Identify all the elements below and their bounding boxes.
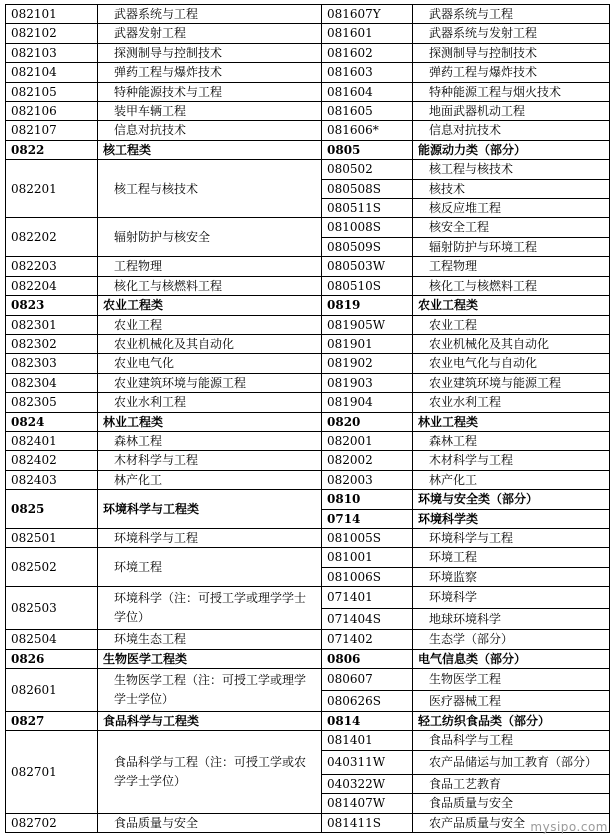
new-name-cell: 环境生态工程: [98, 630, 322, 649]
category-row: [6, 412, 610, 431]
old-name-cell: 农业建筑环境与能源工程: [413, 373, 610, 392]
old-name-cell: 环境监察: [413, 567, 610, 586]
old-name-cell: 环境科学类: [413, 509, 610, 528]
old-name-cell: 食品工艺教育: [413, 774, 610, 793]
old-code-cell: 0810: [322, 490, 413, 509]
new-name-cell: 武器系统与工程: [98, 5, 322, 24]
new-code-cell: 082501: [6, 528, 98, 547]
new-name-cell: 木材科学与工程: [98, 451, 322, 470]
new-name-cell: 核化工与核燃料工程: [98, 276, 322, 295]
new-code-cell: 082201: [6, 160, 98, 218]
new-code-cell: 082503: [6, 587, 98, 630]
old-name-cell: 食品科学与工程: [413, 731, 610, 750]
old-name-cell: 农业机械化及其自动化: [413, 334, 610, 353]
old-code-cell: 0819: [322, 296, 413, 315]
new-code-cell: 082203: [6, 257, 98, 276]
table-row: [6, 587, 610, 609]
new-name-cell: 弹药工程与爆炸技术: [98, 63, 322, 82]
new-name-cell: 食品科学与工程类: [98, 712, 322, 731]
old-code-cell: 080509S: [322, 237, 413, 256]
category-row: [6, 490, 610, 509]
table-row: [6, 470, 610, 489]
old-code-cell: 081008S: [322, 218, 413, 237]
table-row: [6, 630, 610, 649]
old-name-cell: 生物医学工程: [413, 669, 610, 691]
major-mapping-table: [5, 4, 610, 833]
new-code-cell: 082303: [6, 354, 98, 373]
new-name-cell: 生物医学工程（注：可授工学或理学学士学位）: [98, 669, 322, 712]
old-name-cell: 核反应堆工程: [413, 199, 610, 218]
old-name-cell: 农业工程: [413, 315, 610, 334]
table-row: [6, 218, 610, 237]
old-name-cell: 林业工程类: [413, 412, 610, 431]
new-code-cell: 082204: [6, 276, 98, 295]
old-name-cell: 弹药工程与爆炸技术: [413, 63, 610, 82]
new-code-cell: 0827: [6, 712, 98, 731]
new-code-cell: 0824: [6, 412, 98, 431]
old-name-cell: 地球环境科学: [413, 608, 610, 630]
old-name-cell: 武器系统与工程: [413, 5, 610, 24]
table-row: [6, 451, 610, 470]
old-name-cell: 探测制导与控制技术: [413, 43, 610, 62]
new-code-cell: 082102: [6, 24, 98, 43]
new-code-cell: 0822: [6, 140, 98, 159]
old-code-cell: 081902: [322, 354, 413, 373]
old-code-cell: 081901: [322, 334, 413, 353]
old-code-cell: 081607Y: [322, 5, 413, 24]
old-name-cell: 核化工与核燃料工程: [413, 276, 610, 295]
new-name-cell: 装甲车辆工程: [98, 102, 322, 121]
new-code-cell: 082105: [6, 82, 98, 101]
old-name-cell: 信息对抗技术: [413, 121, 610, 140]
new-name-cell: 工程物理: [98, 257, 322, 276]
old-code-cell: 081401: [322, 731, 413, 750]
table-row: [6, 354, 610, 373]
old-name-cell: 武器系统与发射工程: [413, 24, 610, 43]
new-code-cell: 082301: [6, 315, 98, 334]
old-name-cell: 医疗器械工程: [413, 690, 610, 712]
new-code-cell: 082403: [6, 470, 98, 489]
old-code-cell: 081606*: [322, 121, 413, 140]
table-row: [6, 393, 610, 412]
old-code-cell: 0714: [322, 509, 413, 528]
table-row: [6, 43, 610, 62]
table-row: [6, 257, 610, 276]
old-code-cell: 040311W: [322, 750, 413, 774]
old-code-cell: 080510S: [322, 276, 413, 295]
new-name-cell: 核工程与核技术: [98, 160, 322, 218]
table-row: [6, 102, 610, 121]
old-code-cell: 071401: [322, 587, 413, 609]
old-name-cell: 环境工程: [413, 548, 610, 567]
old-code-cell: 080508S: [322, 179, 413, 198]
new-name-cell: 环境科学与工程类: [98, 490, 322, 529]
old-code-cell: 081905W: [322, 315, 413, 334]
old-name-cell: 轻工纺织食品类（部分）: [413, 712, 610, 731]
category-row: [6, 296, 610, 315]
new-name-cell: 森林工程: [98, 431, 322, 450]
old-code-cell: 040322W: [322, 774, 413, 793]
table-row: [6, 334, 610, 353]
new-code-cell: 082402: [6, 451, 98, 470]
new-name-cell: 林业工程类: [98, 412, 322, 431]
old-code-cell: 081001: [322, 548, 413, 567]
table-row: [6, 276, 610, 295]
old-code-cell: 081603: [322, 63, 413, 82]
old-name-cell: 辐射防护与环境工程: [413, 237, 610, 256]
new-code-cell: 082504: [6, 630, 98, 649]
new-name-cell: 食品质量与安全: [98, 813, 322, 832]
old-code-cell: 080503W: [322, 257, 413, 276]
new-name-cell: 信息对抗技术: [98, 121, 322, 140]
new-name-cell: 农业建筑环境与能源工程: [98, 373, 322, 392]
old-code-cell: 081604: [322, 82, 413, 101]
old-code-cell: 081005S: [322, 528, 413, 547]
new-name-cell: 环境科学与工程: [98, 528, 322, 547]
old-code-cell: 082001: [322, 431, 413, 450]
old-code-cell: 082003: [322, 470, 413, 489]
new-code-cell: 082401: [6, 431, 98, 450]
table-row: [6, 82, 610, 101]
new-name-cell: 生物医学工程类: [98, 649, 322, 668]
table-row: [6, 669, 610, 691]
old-code-cell: 082002: [322, 451, 413, 470]
new-code-cell: 082302: [6, 334, 98, 353]
old-name-cell: 农业水利工程: [413, 393, 610, 412]
new-code-cell: 082101: [6, 5, 98, 24]
new-name-cell: 武器发射工程: [98, 24, 322, 43]
new-code-cell: 082701: [6, 731, 98, 813]
old-name-cell: 农产品质量与安全: [413, 813, 610, 832]
new-code-cell: 082104: [6, 63, 98, 82]
old-name-cell: 农产品储运与加工教育（部分）: [413, 750, 610, 774]
new-code-cell: 082202: [6, 218, 98, 257]
old-name-cell: 环境科学: [413, 587, 610, 609]
new-code-cell: 0826: [6, 649, 98, 668]
old-name-cell: 农业工程类: [413, 296, 610, 315]
old-code-cell: 081006S: [322, 567, 413, 586]
old-name-cell: 工程物理: [413, 257, 610, 276]
old-name-cell: 特种能源工程与烟火技术: [413, 82, 610, 101]
old-name-cell: 农业电气化与自动化: [413, 354, 610, 373]
old-code-cell: 071402: [322, 630, 413, 649]
old-name-cell: 生态学（部分）: [413, 630, 610, 649]
old-code-cell: 081903: [322, 373, 413, 392]
old-name-cell: 环境与安全类（部分）: [413, 490, 610, 509]
new-code-cell: 0825: [6, 490, 98, 529]
old-name-cell: 地面武器机动工程: [413, 102, 610, 121]
old-code-cell: 081411S: [322, 813, 413, 832]
old-name-cell: 能源动力类（部分）: [413, 140, 610, 159]
table-row: [6, 548, 610, 567]
new-code-cell: 082106: [6, 102, 98, 121]
category-row: [6, 140, 610, 159]
old-code-cell: 080626S: [322, 690, 413, 712]
old-code-cell: 081601: [322, 24, 413, 43]
new-code-cell: 082107: [6, 121, 98, 140]
new-name-cell: 探测制导与控制技术: [98, 43, 322, 62]
old-code-cell: 0820: [322, 412, 413, 431]
old-name-cell: 核工程与核技术: [413, 160, 610, 179]
new-name-cell: 农业机械化及其自动化: [98, 334, 322, 353]
old-code-cell: 081605: [322, 102, 413, 121]
table-row: [6, 731, 610, 750]
table-row: [6, 373, 610, 392]
new-name-cell: 农业工程类: [98, 296, 322, 315]
new-code-cell: 082502: [6, 548, 98, 587]
table-row: [6, 24, 610, 43]
new-name-cell: 辐射防护与核安全: [98, 218, 322, 257]
old-code-cell: 080607: [322, 669, 413, 691]
table-row: [6, 315, 610, 334]
new-name-cell: 农业工程: [98, 315, 322, 334]
new-code-cell: 082103: [6, 43, 98, 62]
new-name-cell: 农业水利工程: [98, 393, 322, 412]
old-code-cell: 080502: [322, 160, 413, 179]
old-name-cell: 环境科学与工程: [413, 528, 610, 547]
new-name-cell: 环境科学（注：可授工学或理学学士学位）: [98, 587, 322, 630]
new-code-cell: 082702: [6, 813, 98, 832]
new-name-cell: 环境工程: [98, 548, 322, 587]
table-row: [6, 528, 610, 547]
table-row: [6, 63, 610, 82]
old-code-cell: 081602: [322, 43, 413, 62]
table-row: [6, 121, 610, 140]
old-name-cell: 森林工程: [413, 431, 610, 450]
old-name-cell: 电气信息类（部分）: [413, 649, 610, 668]
old-name-cell: 核安全工程: [413, 218, 610, 237]
table-body: [6, 5, 610, 833]
old-code-cell: 080511S: [322, 199, 413, 218]
old-code-cell: 0805: [322, 140, 413, 159]
old-name-cell: 木材科学与工程: [413, 451, 610, 470]
old-name-cell: 核技术: [413, 179, 610, 198]
old-code-cell: 081904: [322, 393, 413, 412]
table-row: [6, 431, 610, 450]
new-code-cell: 082305: [6, 393, 98, 412]
category-row: [6, 712, 610, 731]
old-name-cell: 食品质量与安全: [413, 794, 610, 813]
new-code-cell: 0823: [6, 296, 98, 315]
category-row: [6, 649, 610, 668]
table-row: [6, 813, 610, 832]
table-row: [6, 5, 610, 24]
old-name-cell: 林产化工: [413, 470, 610, 489]
new-name-cell: 林产化工: [98, 470, 322, 489]
new-code-cell: 082304: [6, 373, 98, 392]
new-name-cell: 食品科学与工程（注：可授工学或农学学士学位）: [98, 731, 322, 813]
watermark: mysipo.com: [530, 820, 608, 834]
new-name-cell: 特种能源技术与工程: [98, 82, 322, 101]
new-name-cell: 农业电气化: [98, 354, 322, 373]
old-code-cell: 0806: [322, 649, 413, 668]
new-name-cell: 核工程类: [98, 140, 322, 159]
new-code-cell: 082601: [6, 669, 98, 712]
old-code-cell: 081407W: [322, 794, 413, 813]
table-row: [6, 160, 610, 179]
old-code-cell: 0814: [322, 712, 413, 731]
old-code-cell: 071404S: [322, 608, 413, 630]
